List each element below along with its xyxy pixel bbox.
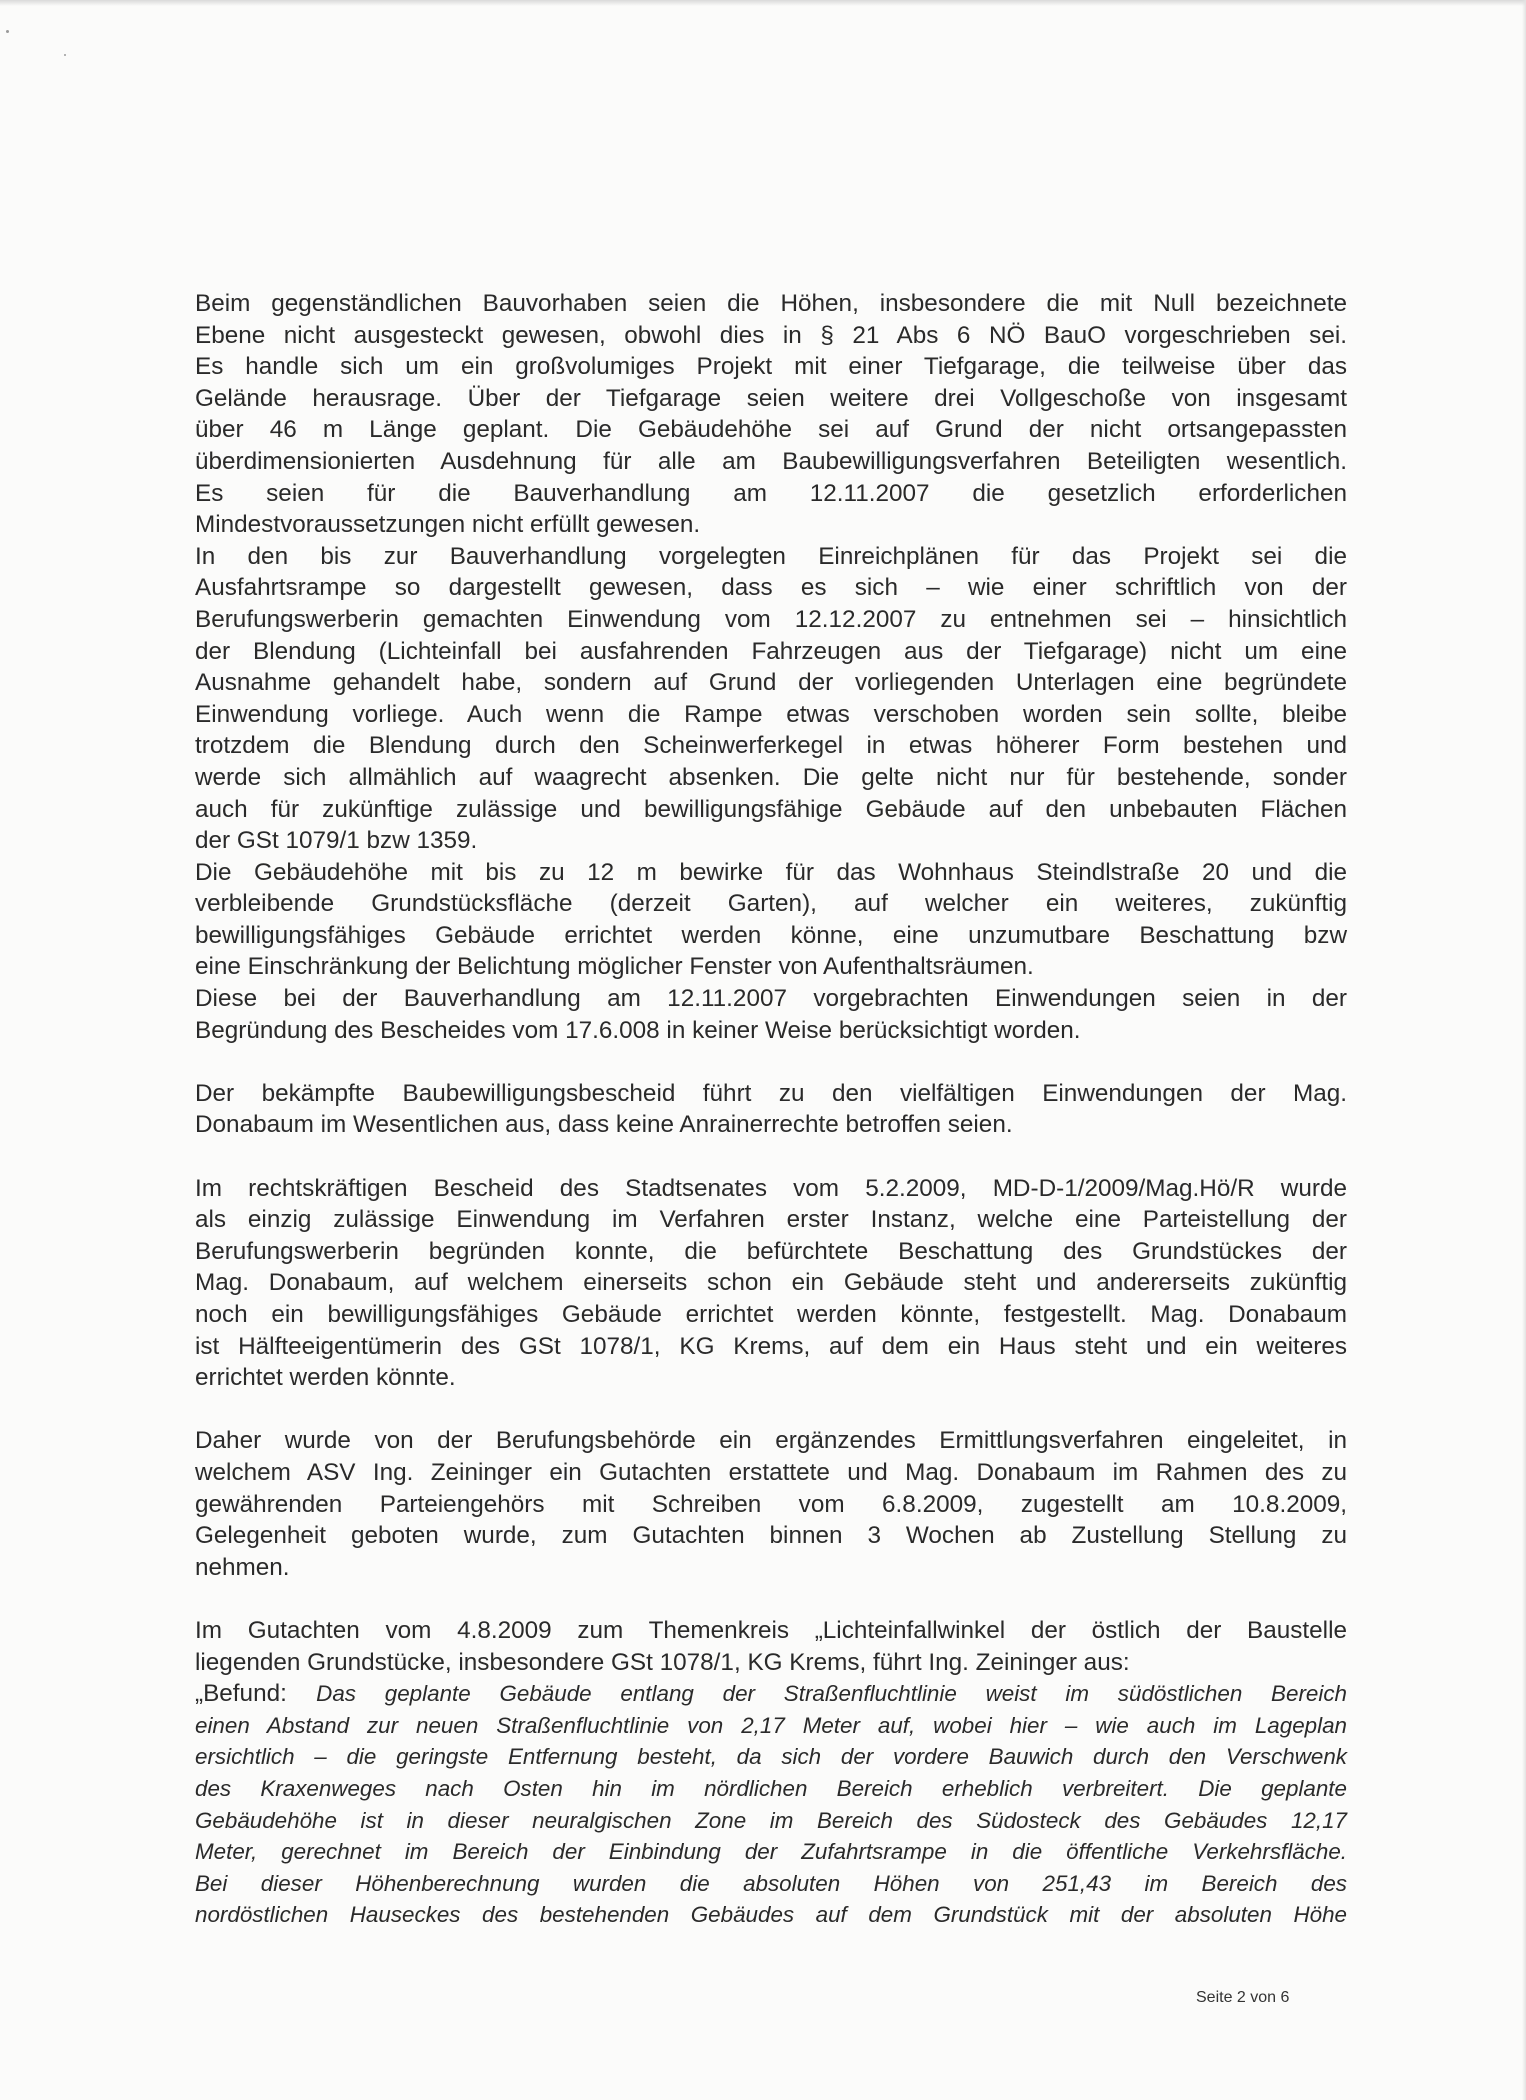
text-line: Gelegenheit geboten wurde, zum Gutachten binnen 3 Wochen ab Zustellung Stellung zu <box>195 1522 1347 1550</box>
text-line: Im Gutachten vom 4.8.2009 zum Themenkreis „Lichteinfallwinkel der östlich der Baustelle <box>195 1616 1347 1644</box>
paragraph-gap <box>195 1394 1347 1426</box>
text-line: gewährenden Parteiengehörs mit Schreiben vom 6.8.2009, zugestellt am 10.8.2009, <box>195 1490 1347 1518</box>
quote-line: nordöstlichen Hauseckes des bestehenden Gebäudes auf dem Grundstück mit der absoluten Höhe <box>195 1902 1347 1928</box>
scan-speck <box>64 54 66 56</box>
page-number: Seite 2 von 6 <box>1196 1989 1290 2006</box>
text-line: welchem ASV Ing. Zeininger ein Gutachten erstattete und Mag. Donabaum im Rahmen des zu <box>195 1458 1347 1486</box>
text-line: Im rechtskräftigen Bescheid des Stadtsenates vom 5.2.2009, MD-D-1/2009/Mag.Hö/R wurde <box>195 1174 1347 1202</box>
quote-line: einen Abstand zur neuen Straßenfluchtlinie von 2,17 Meter auf, wobei hier – wie auch im Lageplan <box>195 1712 1347 1738</box>
quote-line: ersichtlich – die geringste Entfernung besteht, da sich der vordere Bauwich durch den Verschwenk <box>195 1744 1347 1770</box>
text-line: trotzdem die Blendung durch den Scheinwerferkegel in etwas höherer Form bestehen und <box>195 732 1347 760</box>
text-line: werde sich allmählich auf waagrecht absenken. Die gelte nicht nur für bestehende, sonder <box>195 763 1347 791</box>
text-line: Begründung des Bescheides vom 17.6.008 in keiner Weise berücksichtigt worden. <box>195 1016 1081 1044</box>
document-body <box>195 288 1347 1931</box>
text-line: Es handle sich um ein großvolumiges Projekt mit einer Tiefgarage, die teilweise über das <box>195 353 1347 381</box>
text-line: noch ein bewilligungsfähiges Gebäude errichtet werden könnte, festgestellt. Mag. Donabaum <box>195 1301 1347 1328</box>
text-line: Mag. Donabaum, auf welchem einerseits schon ein Gebäude steht und andererseits zukünftig <box>195 1269 1347 1297</box>
text-line: Ausnahme gehandelt habe, sondern auf Grund der vorliegenden Unterlagen eine begründete <box>195 669 1347 697</box>
paragraph <box>195 1078 1347 1141</box>
paragraph <box>195 1425 1347 1583</box>
paragraph <box>195 541 1347 857</box>
text-line: errichtet werden könnte. <box>195 1364 456 1392</box>
text-line: Berufungswerberin begründen konnte, die befürchtete Beschattung des Grundstückes der <box>195 1237 1347 1265</box>
scan-right-edge <box>1522 0 1526 2100</box>
text-line: auch für zukünftige zulässige und bewilligungsfähige Gebäude auf den unbebauten Flächen <box>195 795 1347 823</box>
text-line: Ebene nicht ausgesteckt gewesen, obwohl dies in § 21 Abs 6 NÖ BauO vorgeschrieben sei. <box>195 321 1347 349</box>
text-line: verbleibende Grundstücksfläche (derzeit Garten), auf welcher ein weiteres, zukünftig <box>195 890 1347 918</box>
text-line <box>195 1678 1347 1710</box>
text-line: Beim gegenständlichen Bauvorhaben seien die Höhen, insbesondere die mit Null bezeichnete <box>195 290 1347 317</box>
text-line: als einzig zulässige Einwendung im Verfahren erster Instanz, welche eine Parteistellung der <box>195 1206 1347 1234</box>
text-line: Mindestvoraussetzungen nicht erfüllt gewesen. <box>195 511 701 539</box>
paragraph <box>195 288 1347 541</box>
paragraph-gap <box>195 1583 1347 1615</box>
paragraph <box>195 1173 1347 1394</box>
paragraph-gap <box>195 1046 1347 1078</box>
text-line: Der bekämpfte Baubewilligungsbescheid führt zu den vielfältigen Einwendungen der Mag. <box>195 1079 1347 1107</box>
text-line: Gelände herausrage. Über der Tiefgarage seien weitere drei Vollgeschoße von insgesamt <box>195 384 1347 412</box>
quote-line: Meter, gerechnet im Bereich der Einbindung der Zufahrtsrampe in die öffentliche Verkehrsfläche. <box>195 1839 1347 1865</box>
quote-line: des Kraxenweges nach Osten hin im nördlichen Bereich erheblich verbreitert. Die geplante <box>195 1775 1347 1801</box>
paragraph <box>195 983 1347 1046</box>
text-line: der GSt 1079/1 bzw 1359. <box>195 827 478 855</box>
text-line: Es seien für die Bauverhandlung am 12.11.2007 die gesetzlich erforderlichen <box>195 479 1347 507</box>
paragraph <box>195 1615 1347 1678</box>
text-line: überdimensionierten Ausdehnung für alle am Baubewilligungsverfahren Beteiligten wesentlich. <box>195 447 1347 475</box>
text-line: über 46 m Länge geplant. Die Gebäudehöhe sei auf Grund der nicht ortsangepassten <box>195 416 1347 444</box>
text-line: Einwendung vorliege. Auch wenn die Rampe etwas verschoben worden sein sollte, bleibe <box>195 700 1347 728</box>
quote-text: Das geplante Gebäude entlang der Straßenfluchtlinie weist im südöstlichen Bereich <box>316 1681 1347 1707</box>
text-line: eine Einschränkung der Belichtung möglicher Fenster von Aufenthaltsräumen. <box>195 953 1034 981</box>
paragraph-gap <box>195 1141 1347 1173</box>
text-line: Diese bei der Bauverhandlung am 12.11.2007 vorgebrachten Einwendungen seien in der <box>195 985 1347 1013</box>
text-line: bewilligungsfähiges Gebäude errichtet werden könne, eine unzumutbare Beschattung bzw <box>195 921 1347 949</box>
text-line: Ausfahrtsrampe so dargestellt gewesen, dass es sich – wie einer schriftlich von der <box>195 574 1347 602</box>
scan-speck <box>6 30 9 33</box>
paragraph <box>195 857 1347 983</box>
quote-lead: „Befund: <box>195 1680 317 1708</box>
quote-line: Bei dieser Höhenberechnung wurden die absoluten Höhen von 251,43 im Bereich des <box>195 1870 1347 1896</box>
text-line: Berufungswerberin gemachten Einwendung vom 12.12.2007 zu entnehmen sei – hinsichtlich <box>195 605 1347 633</box>
text-line: Die Gebäudehöhe mit bis zu 12 m bewirke für das Wohnhaus Steindlstraße 20 und die <box>195 858 1347 886</box>
text-line: Donabaum im Wesentlichen aus, dass keine Anrainerrechte betroffen seien. <box>195 1111 1013 1139</box>
quote-line: Gebäudehöhe ist in dieser neuralgischen Zone im Bereich des Südosteck des Gebäudes 12,17 <box>195 1807 1347 1833</box>
quoted-finding <box>195 1678 1347 1931</box>
text-line: liegenden Grundstücke, insbesondere GSt 1078/1, KG Krems, führt Ing. Zeininger aus: <box>195 1648 1130 1676</box>
text-line: nehmen. <box>195 1553 290 1581</box>
text-line: Daher wurde von der Berufungsbehörde ein ergänzendes Ermittlungsverfahren eingeleitet, in <box>195 1427 1347 1455</box>
text-line: der Blendung (Lichteinfall bei ausfahrenden Fahrzeugen aus der Tiefgarage) nicht um eine <box>195 637 1347 665</box>
text-line: In den bis zur Bauverhandlung vorgelegten Einreichplänen für das Projekt sei die <box>195 542 1347 570</box>
text-line: ist Hälfteeigentümerin des GSt 1078/1, KG Krems, auf dem ein Haus steht und ein weiteres <box>195 1332 1347 1360</box>
scan-top-edge <box>0 0 1526 6</box>
